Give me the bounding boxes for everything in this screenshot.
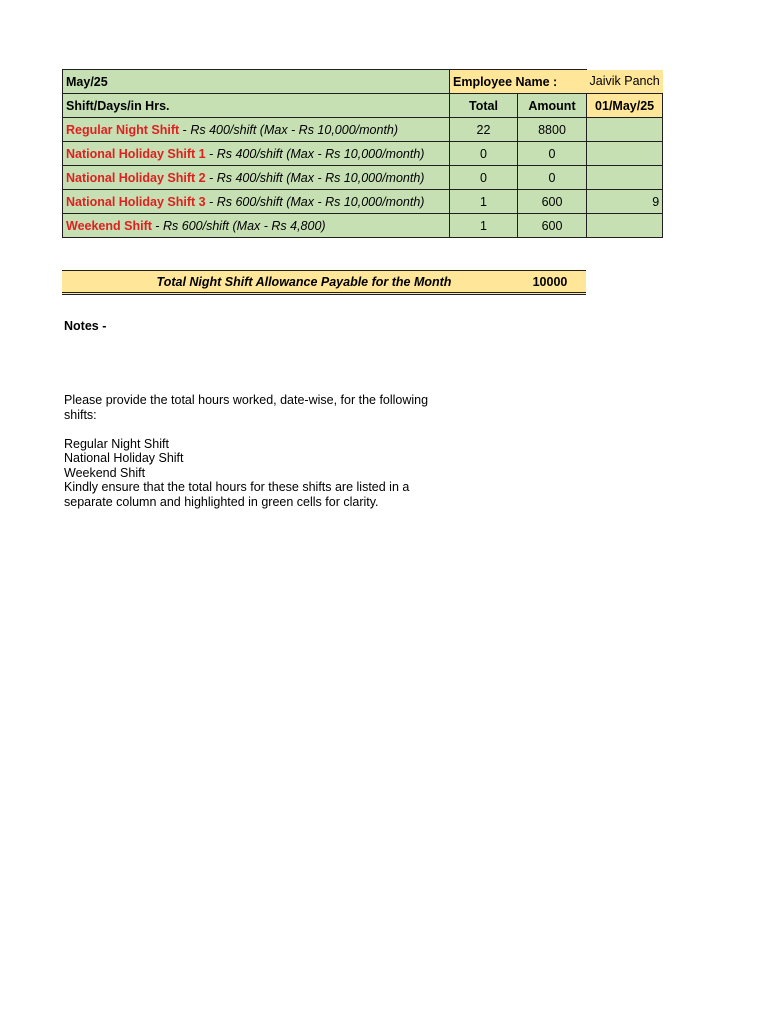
notes-intro: Please provide the total hours worked, date-wise, for the following shifts: — [64, 393, 429, 422]
shift-name-cell[interactable] — [63, 142, 450, 166]
shift-name: National Holiday Shift 2 — [66, 170, 206, 185]
header-date-cell[interactable]: 01/May/25 — [587, 94, 663, 118]
header-total-cell[interactable]: Total — [450, 94, 518, 118]
shift-total-cell[interactable]: 0 — [450, 166, 518, 190]
shift-name: Regular Night Shift — [66, 122, 180, 137]
shift-amount-cell[interactable]: 600 — [518, 214, 587, 238]
shift-rate: Rs 400/shift (Max - Rs 10,000/month) — [190, 122, 399, 137]
employee-name-cell[interactable]: Jaivik Panch — [587, 70, 663, 94]
shift-day-cell[interactable] — [587, 166, 663, 190]
shift-allowance-table-wrap — [62, 69, 663, 238]
shift-name-cell[interactable] — [63, 118, 450, 142]
shift-total-cell[interactable]: 0 — [450, 142, 518, 166]
shift-sep: - — [151, 218, 164, 233]
shift-amount-cell[interactable]: 600 — [518, 190, 587, 214]
shift-total-cell[interactable]: 1 — [450, 214, 518, 238]
month-cell[interactable]: May/25 — [63, 70, 450, 94]
shift-sep: - — [205, 170, 217, 185]
employee-label-cell[interactable]: Employee Name : — [450, 70, 587, 94]
shift-total-cell[interactable]: 1 — [450, 190, 518, 214]
table-row — [63, 142, 663, 166]
notes-title[interactable]: Notes - — [64, 319, 107, 333]
shift-sep: - — [205, 146, 217, 161]
table-row — [63, 166, 663, 190]
total-allowance-row — [62, 270, 586, 295]
shift-name: Weekend Shift — [66, 218, 152, 233]
shift-sep: - — [205, 194, 217, 209]
shift-name-cell[interactable] — [63, 166, 450, 190]
shift-day-cell[interactable] — [587, 142, 663, 166]
table-row — [63, 190, 663, 214]
total-allowance-value[interactable]: 10000 — [532, 275, 568, 289]
shift-rate: Rs 600/shift (Max - Rs 10,000/month) — [216, 194, 425, 209]
shift-amount-cell[interactable]: 0 — [518, 166, 587, 190]
shift-name: National Holiday Shift 3 — [66, 194, 206, 209]
title-row — [63, 70, 663, 94]
shift-day-cell[interactable]: 9 — [587, 190, 663, 214]
header-row — [63, 94, 663, 118]
total-allowance-label[interactable]: Total Night Shift Allowance Payable for the Month — [156, 275, 452, 289]
shift-rate: Rs 400/shift (Max - Rs 10,000/month) — [216, 146, 425, 161]
table-row — [63, 214, 663, 238]
notes-item: Weekend Shift — [64, 465, 146, 480]
notes-body[interactable] — [64, 393, 454, 509]
shift-name-cell[interactable] — [63, 214, 450, 238]
notes-spacer — [64, 422, 454, 437]
notes-closing: Kindly ensure that the total hours for these shifts are listed in a separate column and highlighted in green cells for clarity. — [64, 480, 410, 509]
shift-day-cell[interactable] — [587, 118, 663, 142]
shift-name: National Holiday Shift 1 — [66, 146, 206, 161]
shift-name-cell[interactable] — [63, 190, 450, 214]
shift-total-cell[interactable]: 22 — [450, 118, 518, 142]
shift-amount-cell[interactable]: 8800 — [518, 118, 587, 142]
shift-sep: - — [179, 122, 191, 137]
notes-item: National Holiday Shift — [64, 451, 184, 465]
shift-rate: Rs 600/shift (Max - Rs 4,800) — [163, 218, 326, 233]
shift-rate: Rs 400/shift (Max - Rs 10,000/month) — [216, 170, 425, 185]
notes-item: Regular Night Shift — [64, 436, 169, 451]
header-shift-cell[interactable]: Shift/Days/in Hrs. — [63, 94, 450, 118]
shift-allowance-table — [62, 69, 663, 238]
table-row — [63, 118, 663, 142]
shift-day-cell[interactable] — [587, 214, 663, 238]
header-amount-cell[interactable]: Amount — [518, 94, 587, 118]
shift-amount-cell[interactable]: 0 — [518, 142, 587, 166]
